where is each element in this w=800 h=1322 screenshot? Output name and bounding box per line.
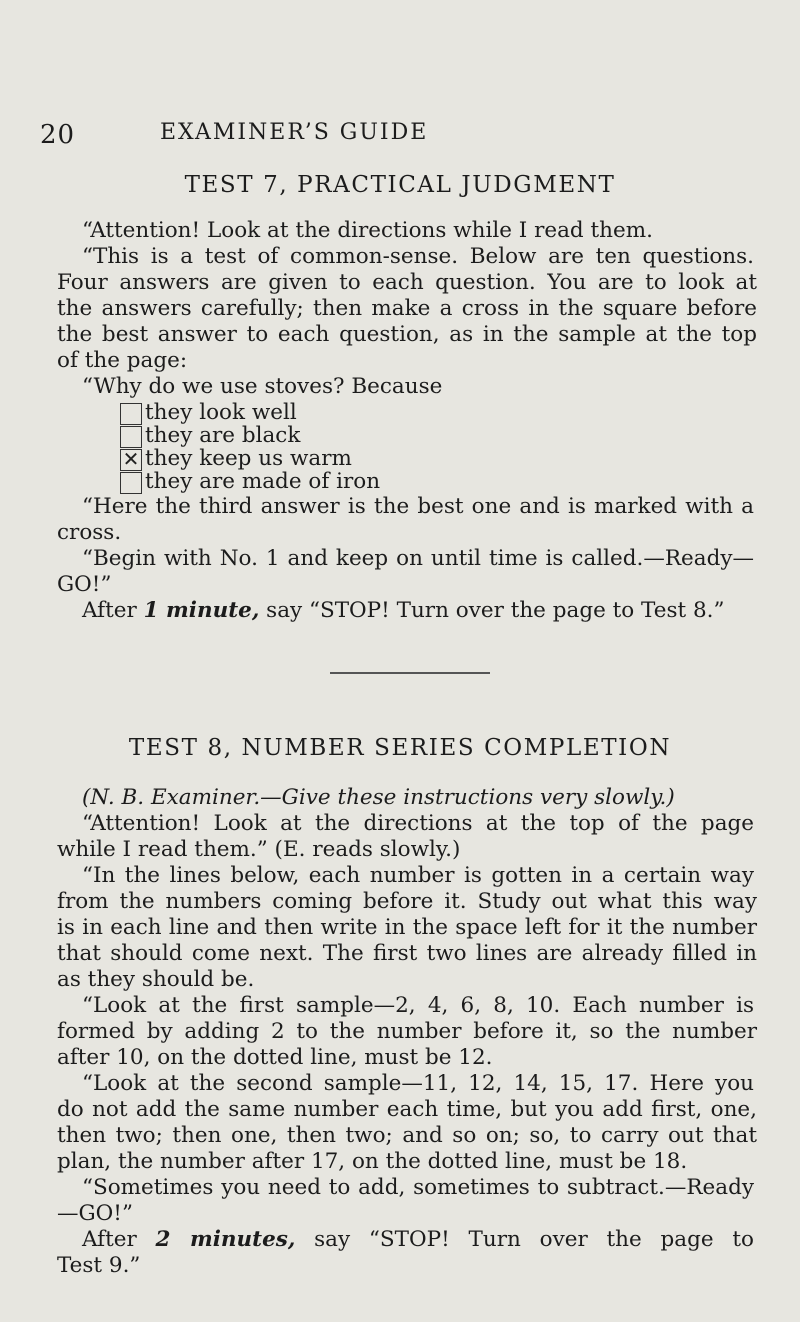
test7-line: “This is a test of common-sense. Below are ten questions. [82,244,754,269]
test8-after-line-end: Test 9.” [57,1253,141,1278]
test7-line: “Attention! Look at the directions while I read them. [82,218,653,243]
time-limit: 2 minutes, [155,1227,296,1252]
test8-line: then two; then one, then two; and so on; so, to carry out that [57,1123,757,1148]
test8-line: formed by adding 2 to the number before it, so the number [57,1019,757,1044]
test7-heading: TEST 7, PRACTICAL JUDGMENT [184,172,616,198]
answer-checkbox-marked: ✕ [120,449,142,471]
test8-heading: TEST 8, NUMBER SERIES COMPLETION [128,735,672,761]
test7-line: GO!” [57,572,112,597]
test7-line: “Why do we use stoves? Because [82,374,443,399]
test7-after-line: After 1 minute, say “STOP! Turn over the page to Test 8.” [82,598,725,623]
time-limit: 1 minute, [143,598,260,623]
test8-line: from the numbers coming before it. Study out what this way [57,889,757,914]
test8-line: “In the lines below, each number is gotten in a certain way [82,863,754,888]
test7-line: “Begin with No. 1 and keep on until time is called.—Ready— [82,546,754,571]
test8-line: “Attention! Look at the directions at the top of the page [82,811,754,836]
test8-line: “Look at the first sample—2, 4, 6, 8, 10. Each number is [82,993,754,1018]
running-title: EXAMINER’S GUIDE [160,120,429,145]
test7-line: Four answers are given to each question. You are to look at [57,270,757,295]
test8-line: that should come next. The first two lines are already filled in [57,941,757,966]
test8-line: —GO!” [57,1201,133,1226]
section-divider [330,672,490,674]
answer-option: they are black [145,423,301,448]
test7-line: “Here the third answer is the best one and is marked with a [82,494,754,519]
test8-line: do not add the same number each time, but you add first, one, [57,1097,757,1122]
answer-checkbox [120,472,142,494]
running-head [0,120,800,150]
answer-option: they keep us warm [145,446,352,471]
answer-checkbox [120,403,142,425]
test8-line: is in each line and then write in the space left for it the number [57,915,757,940]
test8-line: after 10, on the dotted line, must be 12. [57,1045,493,1070]
test8-line: while I read them.” (E. reads slowly.) [57,837,461,862]
test8-line: as they should be. [57,967,255,992]
answer-checkbox [120,426,142,448]
test8-after-line: After 2 minutes, say “STOP! Turn over the page to [82,1227,754,1252]
test7-line: of the page: [57,348,188,373]
test8-line: plan, the number after 17, on the dotted line, must be 18. [57,1149,688,1174]
test7-line: the answers carefully; then make a cross in the square before [57,296,757,321]
test8-line: “Look at the second sample—11, 12, 14, 15, 17. Here you [82,1071,754,1096]
answer-option: they look well [145,400,297,425]
test8-line: “Sometimes you need to add, sometimes to subtract.—Ready [82,1175,754,1200]
answer-option: they are made of iron [145,469,381,494]
page-number: 20 [40,120,76,150]
test7-line: the best answer to each question, as in the sample at the top [57,322,757,347]
test7-line: cross. [57,520,122,545]
test8-note: (N. B. Examiner.—Give these instructions very slowly.) [82,785,675,810]
